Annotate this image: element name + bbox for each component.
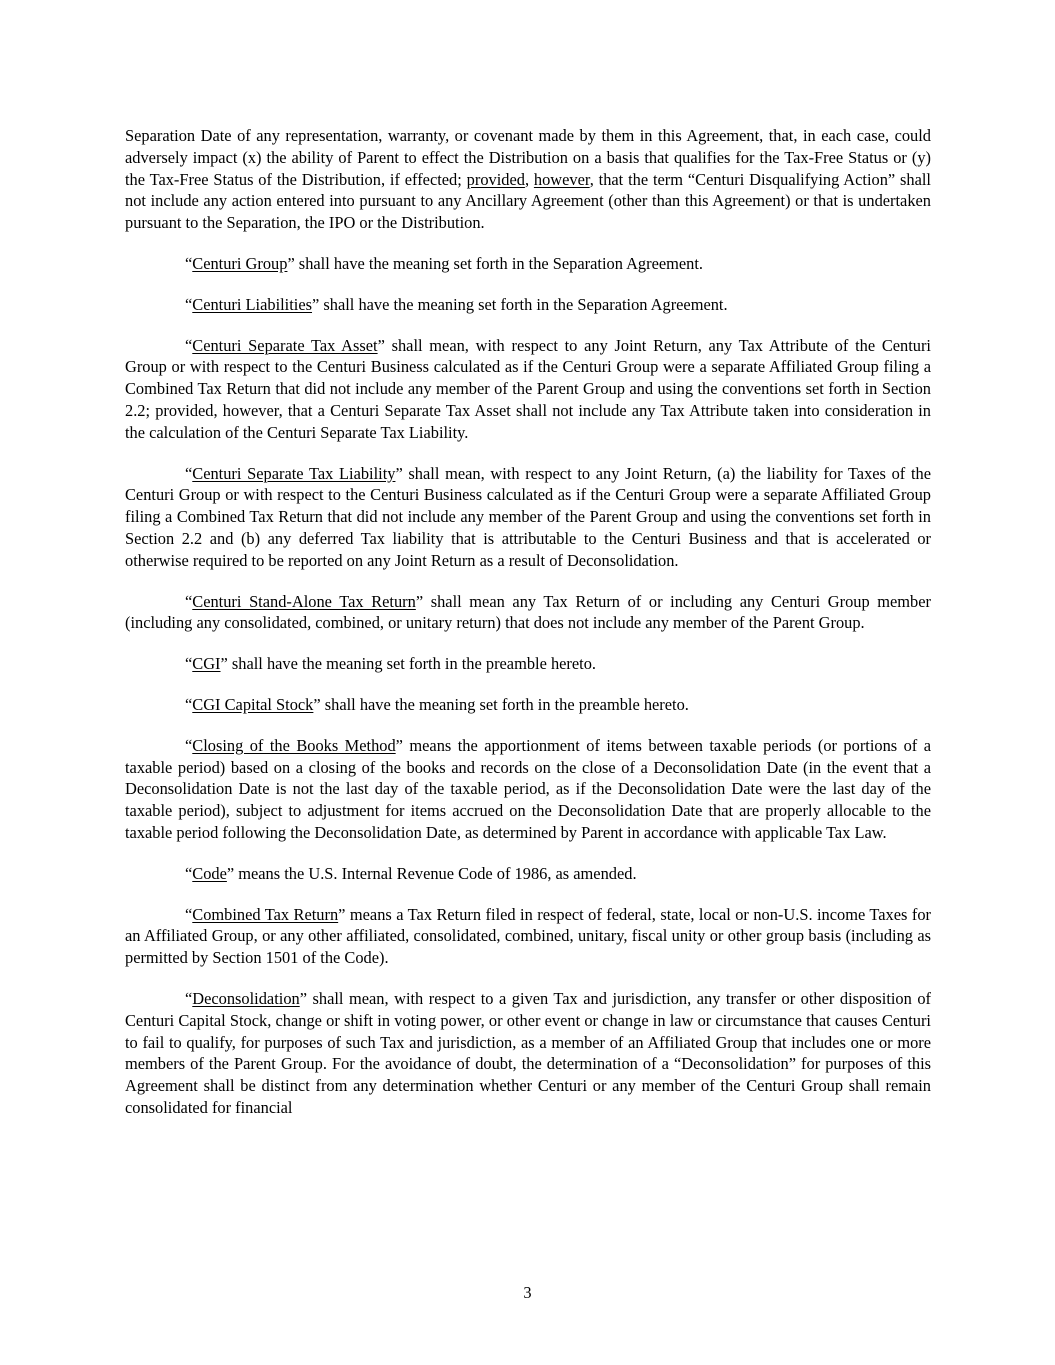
paragraph-text: “ <box>185 654 193 674</box>
definition-paragraph <box>125 988 931 1119</box>
paragraph-text: Separation Date of any representation, warranty, or covenant made by them in this Agreement, that, in each case, could adversely impact (x) the ability of Parent to effect the Distribution on a basis that qualifies for the Tax-Free Status or (y) the Tax-Free Status of the Distribution, if effected; <box>125 126 931 189</box>
definition-paragraph <box>125 863 931 885</box>
defined-term: CGI Capital Stock <box>192 694 314 714</box>
defined-term: however <box>533 169 590 189</box>
defined-term: Closing of the Books Method <box>192 735 396 755</box>
paragraph-text: ” shall mean, with respect to any Joint Return, (a) the liability for Taxes of the Centuri Group or with respect to the Centuri Business calculated as if the Centuri Group were a separate Affiliated Group filing a Combined Tax Return that did not include any member of the Parent Group and using the conventions set forth in Section 2.2 and (b) any deferred Tax liability that is attributable to the Centuri Business and that is accelerated or otherwise required to be reported on any Joint Return as a result of Deconsolidation. <box>125 463 931 570</box>
paragraph-text: “ <box>185 988 193 1008</box>
defined-term: Centuri Group <box>192 253 288 273</box>
definition-paragraph <box>125 125 931 234</box>
defined-term: Deconsolidation <box>192 988 300 1008</box>
paragraph-text: ” shall mean, with respect to a given Tax and jurisdiction, any transfer or other disposition of Centuri Capital Stock, change or shift in voting power, or other event or change in law or circumstance that causes Centuri to fail to qualify, for purposes of such Tax and jurisdiction, as a member of an Affiliated Group that includes one or more members of the Parent Group. For the avoidance of doubt, the determination of a “Deconsolidation” for purposes of this Agreement shall be distinct from any determination whether Centuri or any member of the Centuri Group shall remain consolidated for financial <box>125 988 931 1117</box>
paragraph-text: ” shall have the meaning set forth in the preamble hereto. <box>220 654 596 674</box>
paragraph-text: , <box>524 169 534 189</box>
paragraph-text: “ <box>185 904 193 924</box>
paragraph-text: “ <box>185 335 193 355</box>
paragraph-text: ” means the U.S. Internal Revenue Code of 1986, as amended. <box>226 863 637 883</box>
defined-term: Centuri Liabilities <box>192 294 313 314</box>
paragraph-text: , that the term “Centuri Disqualifying Action” shall not include any action entered into pursuant to any Ancillary Agreement (other than this Agreement) or that is undertaken pursuant to the Separation, the IPO or the Distribution. <box>125 169 931 233</box>
definition-paragraph <box>125 463 931 572</box>
defined-term: Code <box>192 863 227 883</box>
definition-paragraph <box>125 253 931 275</box>
document-body <box>125 125 931 1138</box>
paragraph-text: ” shall mean any Tax Return of or including any Centuri Group member (including any consolidated, combined, or unitary return) that does not include any member of the Parent Group. <box>125 591 931 633</box>
paragraph-text: “ <box>185 463 193 483</box>
defined-term: CGI <box>192 654 221 674</box>
definition-paragraph <box>125 335 931 444</box>
definition-paragraph <box>125 591 931 635</box>
defined-term: provided <box>466 169 525 189</box>
paragraph-text: ” shall have the meaning set forth in the Separation Agreement. <box>287 253 703 273</box>
paragraph-text: ” means the apportionment of items between taxable periods (or portions of a taxable period) based on a closing of the books and records on the close of a Deconsolidation Date (in the event that a Deconsolidation Date is not the last day of the taxable period, as if the Deconsolidation Date were the last day of the taxable period), subject to adjustment for items accrued on the Deconsolidation Date that are properly allocable to the taxable period following the Deconsolidation Date, as determined by Parent in accordance with applicable Tax Law. <box>125 735 931 842</box>
definition-paragraph <box>125 294 931 316</box>
defined-term: Centuri Stand-Alone Tax Return <box>192 591 416 611</box>
defined-term: Combined Tax Return <box>192 904 339 924</box>
paragraph-text: ” shall mean, with respect to any Joint Return, any Tax Attribute of the Centuri Group or with respect to the Centuri Business calculated as if the Centuri Group were a separate Affiliated Group filing a Combined Tax Return that did not include any member of the Parent Group and using the conventions set forth in Section 2.2; provided, however, that a Centuri Separate Tax Asset shall not include any Tax Attribute taken into consideration in the calculation of the Centuri Separate Tax Liability. <box>125 335 931 442</box>
paragraph-text: “ <box>185 591 193 611</box>
definition-paragraph <box>125 735 931 844</box>
paragraph-text: “ <box>185 694 193 714</box>
definition-paragraph <box>125 694 931 716</box>
paragraph-text: “ <box>185 294 193 314</box>
defined-term: Centuri Separate Tax Liability <box>192 463 396 483</box>
defined-term: Centuri Separate Tax Asset <box>192 335 378 355</box>
definition-paragraph <box>125 653 931 675</box>
paragraph-text: “ <box>185 735 193 755</box>
paragraph-text: ” shall have the meaning set forth in the preamble hereto. <box>313 694 689 714</box>
paragraph-text: ” shall have the meaning set forth in the Separation Agreement. <box>312 294 728 314</box>
paragraph-text: ” means a Tax Return filed in respect of federal, state, local or non-U.S. income Taxes for an Affiliated Group, or any other affiliated, consolidated, combined, unitary, fiscal unity or other group basis (including as permitted by Section 1501 of the Code). <box>125 904 931 968</box>
paragraph-text: “ <box>185 253 193 273</box>
paragraph-text: “ <box>185 863 193 883</box>
definition-paragraph <box>125 904 931 969</box>
page-number: 3 <box>523 1283 532 1302</box>
